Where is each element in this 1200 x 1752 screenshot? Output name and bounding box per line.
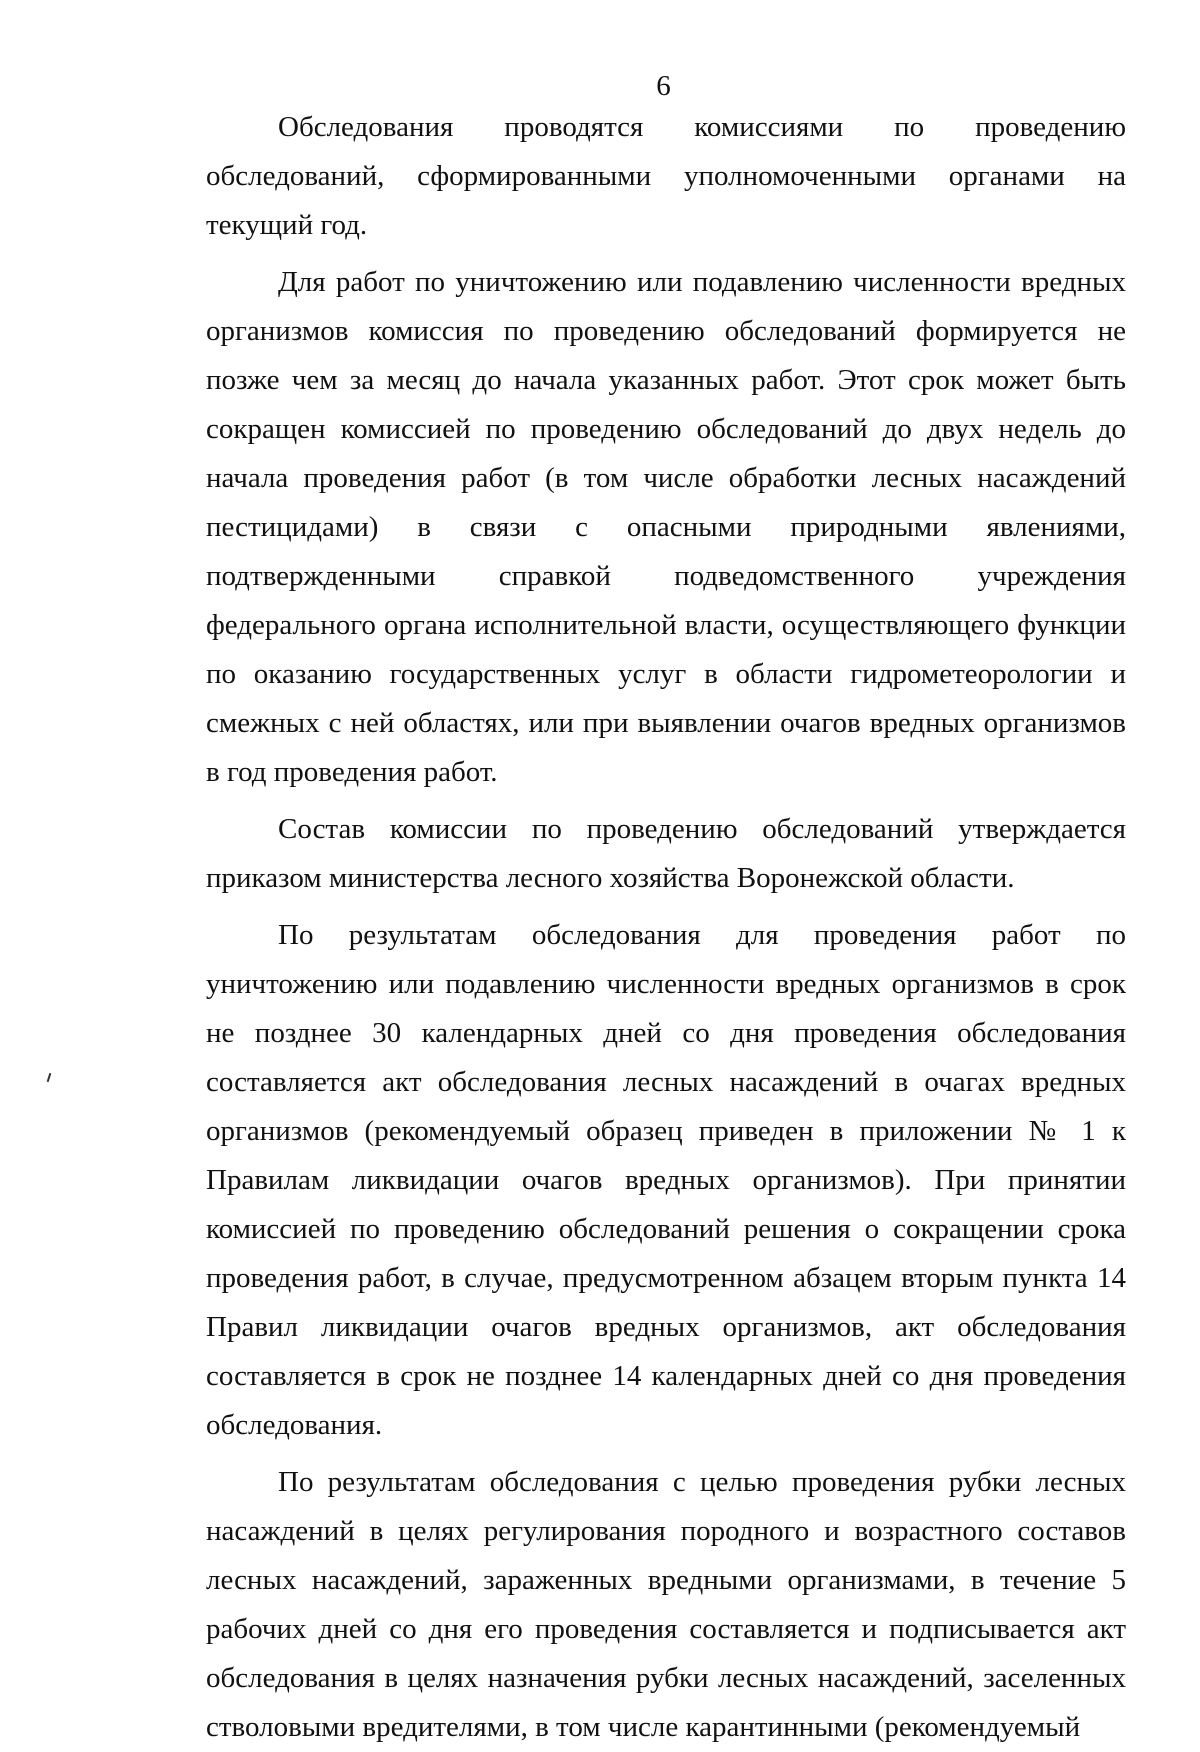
paragraph: По результатам обследования для проведения работ по уничтожению или подавлению численности вредных организмов в срок не позднее 30 календарных дней со дня проведения обследования составляется акт обследования лесных насаждений в очагах вредных организмов (рекомендуемый образец приведен в приложении № 1 к Правилам ликвидации очагов вредных организмов). При принятии комиссией по проведению обследований решения о сокращении срока проведения работ, в случае, предусмотренном абзацем вторым пункта 14 Правил ликвидации очагов вредных организмов, акт обследования составляется в срок не позднее 14 календарных дней со дня проведения обследования. — [206, 919, 1126, 1441]
paragraph: Состав комиссии по проведению обследований утверждается приказом министерства лесного хозяйства Воронежской области. — [206, 813, 1126, 894]
paragraph: Для работ по уничтожению или подавлению численности вредных организмов комиссия по проведению обследований формируется не позже чем за месяц до начала указанных работ. Этот срок может быть сокращен комиссией по проведению обследований до двух недель до начала проведения работ (в том числе обработки лесных насаждений пестицидами) в связи с опасными природными явлениями, подтвержденными справкой подведомственного учреждения федерального органа исполнительной власти, осуществляющего функции по оказанию государственных услуг в области гидрометеорологии и смежных с ней областях, или при выявлении очагов вредных организмов в год проведения работ. — [206, 266, 1126, 788]
scan-mark — [47, 1073, 52, 1082]
paragraph: Обследования проводятся комиссиями по проведению обследований, сформированными уполномоченными органами на текущий год. — [206, 111, 1126, 241]
document-body — [206, 103, 1126, 1752]
paragraph: По результатам обследования с целью проведения рубки лесных насаждений в целях регулирования породного и возрастного составов лесных насаждений, зараженных вредными организмами, в течение 5 рабочих дней со дня его проведения составляется и подписывается акт обследования в целях назначения рубки лесных насаждений, заселенных стволовыми вредителями, в том числе карантинными (рекомендуемый — [206, 1466, 1126, 1743]
page-number: 6 — [656, 70, 671, 102]
